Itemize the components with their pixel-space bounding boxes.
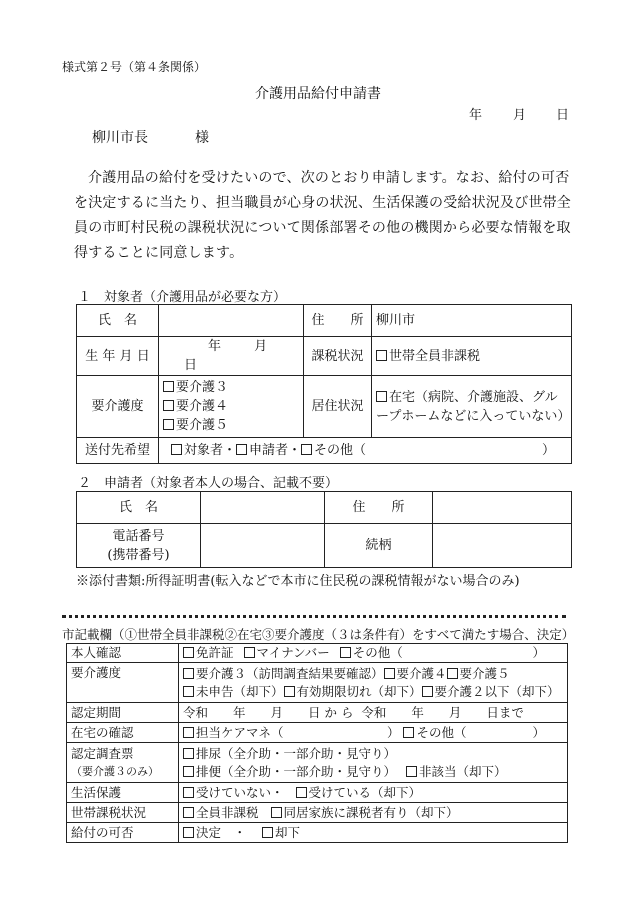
identity-options[interactable]: 免許証 マイナンバー その他（ ） bbox=[179, 644, 568, 663]
checkbox-icon[interactable] bbox=[296, 787, 307, 798]
dob-field[interactable] bbox=[159, 337, 304, 376]
checkbox-icon[interactable] bbox=[422, 686, 433, 697]
household-tax-label: 世帯課税状況 bbox=[67, 803, 179, 823]
checkbox-icon[interactable] bbox=[163, 400, 174, 411]
survey-options[interactable]: 排尿（全介助・一部介助・見守り） 排便（全介助・一部介助・見守り） 非該当（却下） bbox=[179, 743, 568, 783]
form-title: 介護用品給付申請書 bbox=[255, 86, 381, 102]
checkbox-icon[interactable] bbox=[183, 766, 194, 777]
relation-field[interactable] bbox=[433, 524, 572, 568]
relation-label: 続柄 bbox=[325, 524, 433, 568]
dob-label: 生 年 月 日 bbox=[77, 337, 159, 376]
applicant-table bbox=[76, 491, 572, 568]
checkbox-icon[interactable] bbox=[183, 647, 194, 658]
welfare-label: 生活保護 bbox=[67, 783, 179, 803]
checkbox-icon[interactable] bbox=[406, 766, 417, 777]
form-number: 様式第２号（第４条関係） bbox=[62, 60, 207, 74]
residence-label: 居住状況 bbox=[304, 376, 372, 438]
checkbox-icon[interactable] bbox=[183, 787, 194, 798]
checkbox-icon[interactable] bbox=[301, 444, 312, 455]
phone-field[interactable] bbox=[201, 524, 325, 568]
care-level-options[interactable] bbox=[159, 376, 304, 438]
welfare-options[interactable]: 受けていない・ 受けている（却下） bbox=[179, 783, 568, 803]
checkbox-icon[interactable] bbox=[244, 647, 255, 658]
checkbox-icon[interactable] bbox=[384, 668, 395, 679]
delivery-label: 送付先希望 bbox=[77, 438, 159, 464]
identity-label: 本人確認 bbox=[67, 644, 179, 663]
care-option-3: 要介護３ bbox=[163, 378, 299, 397]
care-option-5: 要介護５ bbox=[163, 416, 299, 435]
section2-heading: ２ 申請者（対象者本人の場合、記載不要） bbox=[78, 476, 339, 491]
applicant-address-field[interactable] bbox=[433, 492, 572, 524]
applicant-name-label: 氏 名 bbox=[77, 492, 201, 524]
addressee-sama: 様 bbox=[195, 130, 209, 146]
checkbox-icon[interactable] bbox=[183, 686, 194, 697]
city-section-heading: 市記載欄（①世帯全員非課税②在宅③要介護度（３は条件有）をすべて満たす場合、決定） bbox=[62, 627, 575, 642]
phone-label: 電話番号 (携帯番号) bbox=[77, 524, 201, 568]
checkbox-icon[interactable] bbox=[340, 647, 351, 658]
checkbox-icon[interactable] bbox=[376, 350, 387, 361]
checkbox-icon[interactable] bbox=[183, 748, 194, 759]
applicant-name-field[interactable] bbox=[201, 492, 325, 524]
consent-paragraph: 介護用品の給付を受けたいので、次のとおり申請します。なお、給付の可否を決定するに当たり、担当職員が心身の状況、生活保護の受給状況及び世帯全員の市町村民税の課税状況について関係部署その他の機関から必要な情報を取得することに同意します。 bbox=[74, 170, 571, 261]
date-year: 年 bbox=[469, 108, 483, 123]
residence-option[interactable]: 在宅（病院、介護施設、グループホームなどに入っていない） bbox=[372, 376, 572, 438]
city-record-table bbox=[66, 643, 568, 843]
target-address-field[interactable]: 柳川市 bbox=[372, 305, 572, 337]
dob-day: 日 bbox=[183, 358, 197, 373]
checkbox-icon[interactable] bbox=[284, 686, 295, 697]
target-name-field[interactable] bbox=[159, 305, 304, 337]
household-tax-options[interactable]: 全員非課税 同居家族に課税者有り（却下） bbox=[179, 803, 568, 823]
applicant-address-label: 住 所 bbox=[325, 492, 433, 524]
cut-line bbox=[62, 615, 566, 618]
care-level-label: 要介護度 bbox=[77, 376, 159, 438]
care-check-options[interactable]: 要介護３（訪問調査結果要確認） 要介護４ 要介護５ 未申告（却下） 有効期限切れ（却下） 要介護２以下（却下） bbox=[179, 663, 568, 703]
care-option-4: 要介護４ bbox=[163, 397, 299, 416]
dob-year: 年 bbox=[207, 339, 221, 354]
dob-month: 月 bbox=[254, 339, 268, 354]
checkbox-icon[interactable] bbox=[183, 668, 194, 679]
checkbox-icon[interactable] bbox=[183, 727, 194, 738]
tax-status-label: 課税状況 bbox=[304, 337, 372, 376]
attachment-note: ※添付書類:所得証明書(転入などで本市に住民税の課税情報がない場合のみ) bbox=[76, 574, 520, 589]
target-name-label: 氏 名 bbox=[77, 305, 159, 337]
date-month: 月 bbox=[513, 108, 527, 123]
checkbox-icon[interactable] bbox=[183, 827, 194, 838]
checkbox-icon[interactable] bbox=[171, 444, 182, 455]
checkbox-icon[interactable] bbox=[376, 391, 387, 402]
checkbox-icon[interactable] bbox=[163, 419, 174, 430]
decision-options[interactable]: 決定 ・ 却下 bbox=[179, 823, 568, 843]
checkbox-icon[interactable] bbox=[163, 381, 174, 392]
checkbox-icon[interactable] bbox=[271, 807, 282, 818]
period-label: 認定期間 bbox=[67, 703, 179, 723]
section1-heading: １ 対象者（介護用品が必要な方） bbox=[78, 290, 287, 305]
target-person-table bbox=[76, 304, 572, 464]
date-day: 日 bbox=[556, 108, 570, 123]
addressee: 柳川市長 bbox=[92, 130, 148, 146]
home-check-options[interactable]: 担当ケアマネ（ ） その他（ ） bbox=[179, 723, 568, 743]
home-check-label: 在宅の確認 bbox=[67, 723, 179, 743]
target-address-label: 住 所 bbox=[304, 305, 372, 337]
delivery-options[interactable]: 対象者・ 申請者・ その他（ ） bbox=[159, 438, 572, 464]
checkbox-icon[interactable] bbox=[403, 727, 414, 738]
care-check-label: 要介護度 bbox=[67, 663, 179, 703]
checkbox-icon[interactable] bbox=[262, 827, 273, 838]
checkbox-icon[interactable] bbox=[183, 807, 194, 818]
survey-label: 認定調査票 （要介護３のみ） bbox=[67, 743, 179, 783]
tax-status-option[interactable]: 世帯全員非課税 bbox=[372, 337, 572, 376]
period-field[interactable]: 令和 年 月 日 か ら 令和 年 月 日まで bbox=[179, 703, 568, 723]
decision-label: 給付の可否 bbox=[67, 823, 179, 843]
checkbox-icon[interactable] bbox=[447, 668, 458, 679]
checkbox-icon[interactable] bbox=[236, 444, 247, 455]
